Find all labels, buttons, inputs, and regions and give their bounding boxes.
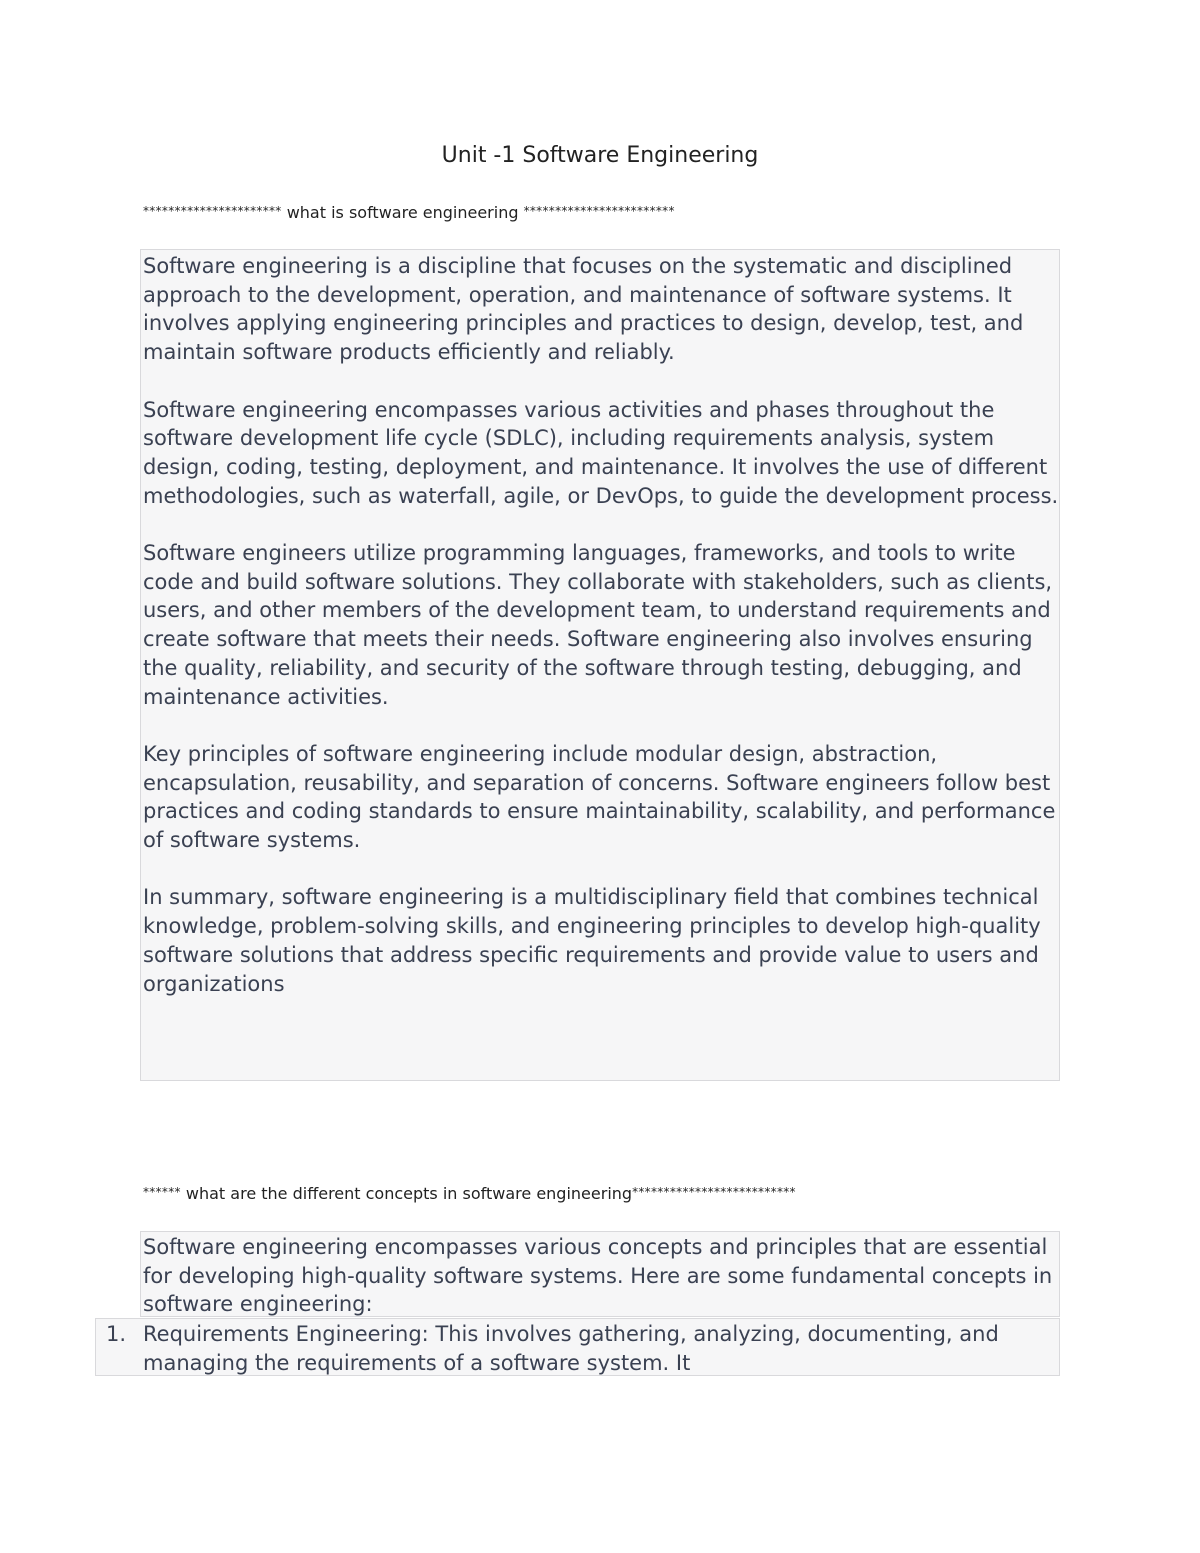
paragraph: In summary, software engineering is a multidisciplinary field that combines technical knowledge, problem-solving skills, and engineering principles to develop high-quality software solutions that address specific requirements and provide value to users and organizations xyxy=(143,885,1041,996)
heading-stars-prefix: ********************** xyxy=(143,204,282,218)
concepts-intro-box xyxy=(140,1231,1060,1317)
heading-stars-suffix: ************************ xyxy=(523,204,675,218)
list-item-text: Requirements Engineering: This involves gathering, analyzing, documenting, and managing the requirements of a software system. It xyxy=(143,1322,999,1375)
paragraph: Software engineers utilize programming languages, frameworks, and tools to write code and build software solutions. They collaborate with stakeholders, such as clients, users, and other members of the development team, to understand requirements and create software that meets their needs. Software engineering also involves ensuring the quality, reliability, and security of the software through testing, debugging, and maintenance activities. xyxy=(143,541,1053,709)
paragraph: Key principles of software engineering include modular design, abstraction, encapsulation, reusability, and separation of concerns. Software engineers follow best practices and coding standards to ensure maintainability, scalability, and performance of software systems. xyxy=(143,741,1056,853)
heading-text: what are the different concepts in software engineering xyxy=(180,1184,633,1203)
intro-paragraph: Software engineering encompasses various concepts and principles that are essential for developing high-quality software systems. Here are some fundamental concepts in software engineering: xyxy=(143,1235,1053,1317)
heading-stars-suffix: ************************** xyxy=(632,1185,796,1199)
list-item-number: 1. xyxy=(106,1322,127,1346)
paragraph: Software engineering encompasses various activities and phases throughout the software development life cycle (SDLC), including requirements analysis, system design, coding, testing, deployment, and maintenance. It involves the use of different methodologies, such as waterfall, agile, or DevOps, to guide the development process. xyxy=(143,397,1059,508)
heading-stars-prefix: ****** xyxy=(143,1185,181,1199)
definition-text-box xyxy=(140,249,1060,1081)
page-title: Unit -1 Software Engineering xyxy=(441,143,759,168)
paragraph: Software engineering is a discipline that focuses on the systematic and disciplined approach to the development, operation, and maintenance of software systems. It involves applying engineering principles and practices to design, develop, test, and maintain software products efficiently and reliably. xyxy=(143,254,1024,365)
section-heading-what-is-software-engineering xyxy=(143,203,675,222)
concepts-list-item xyxy=(95,1318,1060,1376)
section-heading-concepts xyxy=(143,1184,796,1203)
heading-text: what is software engineering xyxy=(281,203,524,222)
